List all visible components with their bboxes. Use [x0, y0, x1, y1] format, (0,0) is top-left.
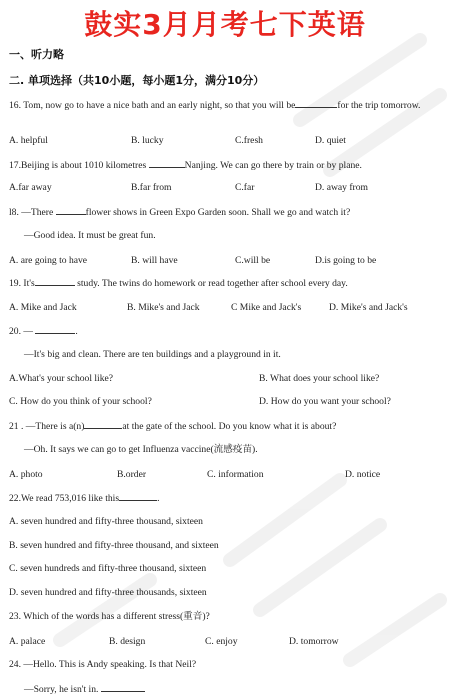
- option-d[interactable]: D. away from: [315, 182, 369, 193]
- option-c[interactable]: C Mike and Jack's: [231, 302, 302, 313]
- option-d[interactable]: D. Mike's and Jack's: [329, 302, 408, 313]
- options-20-ab: [9, 372, 445, 386]
- page-title: 鼓实3月月考七下英语: [84, 8, 366, 41]
- option-b[interactable]: B. design: [109, 636, 146, 647]
- question-stem-end: Nanjing. We can go there by train or by plane.: [184, 160, 362, 171]
- option-a[interactable]: A. seven hundred and fifty-three thousand, sixteen: [9, 516, 203, 527]
- option-b[interactable]: B. What does your school like?: [259, 373, 380, 384]
- question-stem-end: flower shows in Green Expo Garden soon. Shall we go and watch it?: [85, 207, 351, 218]
- dialog-reply: —Sorry, he isn't in.: [24, 684, 99, 695]
- option-c[interactable]: C. enjoy: [205, 636, 238, 647]
- question-21: [9, 419, 441, 434]
- question-stem: l8. —There: [9, 207, 54, 218]
- option-d[interactable]: D. tomorrow: [289, 636, 339, 647]
- option-a[interactable]: A. palace: [9, 636, 46, 647]
- question-stem: 16. Tom, now go to have a nice bath and an early night, so that you will be: [9, 100, 296, 111]
- question-stem: 17.Beijing is about 1010 kilometres: [9, 160, 147, 171]
- answer-blank[interactable]: [84, 419, 122, 429]
- question-20: [9, 324, 441, 339]
- question-stem-end: .: [157, 493, 160, 504]
- option-d[interactable]: D. How do you want your school?: [259, 396, 391, 407]
- option-a-row: [9, 515, 445, 529]
- option-b[interactable]: B.order: [117, 469, 147, 480]
- option-c[interactable]: C.fresh: [235, 135, 263, 146]
- options-19: [9, 301, 445, 315]
- option-a[interactable]: A. Mike and Jack: [9, 302, 77, 313]
- options-17: [9, 181, 445, 195]
- option-d[interactable]: D. seven hundred and fifty-three thousands, sixteen: [9, 587, 207, 598]
- answer-blank[interactable]: [56, 205, 86, 215]
- option-a[interactable]: A. helpful: [9, 135, 48, 146]
- answer-blank[interactable]: [101, 682, 145, 692]
- question-stem-end: study. The twins do homework or read together after school every day.: [77, 278, 348, 289]
- question-16: [9, 98, 441, 113]
- section-single-choice: 二. 单项选择（共10小题，每小题1分，满分10分）: [9, 74, 265, 87]
- option-a[interactable]: A. photo: [9, 469, 43, 480]
- question-22: [9, 491, 441, 506]
- answer-blank[interactable]: [149, 158, 185, 168]
- option-c[interactable]: C. How do you think of your school?: [9, 396, 152, 407]
- option-d-row: [9, 586, 445, 600]
- options-16: [9, 134, 445, 148]
- option-c[interactable]: C.far: [235, 182, 255, 193]
- answer-blank[interactable]: [119, 491, 157, 501]
- option-b[interactable]: B. Mike's and Jack: [127, 302, 200, 313]
- question-24: [9, 658, 441, 672]
- option-b[interactable]: B.far from: [131, 182, 172, 193]
- question-17: [9, 158, 441, 173]
- section-listening: 一、听力略: [9, 48, 64, 61]
- option-c[interactable]: C. seven hundreds and fifty-three thousand, sixteen: [9, 563, 207, 574]
- question-stem-end: for the trip tomorrow.: [337, 100, 421, 111]
- options-21: [9, 468, 445, 482]
- question-stem-end: .: [75, 326, 78, 337]
- option-b[interactable]: B. seven hundred and fifty-three thousand, and sixteen: [9, 540, 219, 551]
- option-d[interactable]: D.is going to be: [315, 255, 377, 266]
- option-a[interactable]: A.far away: [9, 182, 52, 193]
- question-stem: 23. Which of the words has a different stress(重音)?: [9, 611, 210, 622]
- dialog-reply-24: [24, 682, 145, 697]
- option-c[interactable]: C.will be: [235, 255, 271, 266]
- option-b[interactable]: B. will have: [131, 255, 178, 266]
- options-23: [9, 635, 445, 649]
- question-stem: 20. —: [9, 326, 33, 337]
- options-20-cd: [9, 395, 445, 409]
- option-d[interactable]: D. quiet: [315, 135, 346, 146]
- dialog-reply: —Oh. It says we can go to get Influenza vaccine(流感疫苗).: [24, 444, 258, 455]
- option-a[interactable]: A.What's your school like?: [9, 373, 114, 384]
- option-b-row: [9, 539, 445, 553]
- question-stem-end: at the gate of the school. Do you know what it is about?: [122, 421, 337, 432]
- question-stem: 21 . —There is a(n): [9, 421, 85, 432]
- question-23: [9, 610, 441, 624]
- question-19: [9, 276, 441, 291]
- question-stem: 22.We read 753,016 like this: [9, 493, 120, 504]
- dialog-reply: —Good idea. It must be great fun.: [24, 230, 156, 241]
- options-18: [9, 254, 445, 268]
- answer-blank[interactable]: [35, 276, 75, 286]
- question-18: [9, 205, 441, 220]
- dialog-reply: —It's big and clean. There are ten buildings and a playground in it.: [24, 349, 281, 360]
- answer-blank[interactable]: [35, 324, 75, 334]
- option-a[interactable]: A. are going to have: [9, 255, 88, 266]
- option-c-row: [9, 562, 445, 576]
- option-b[interactable]: B. lucky: [131, 135, 164, 146]
- option-d[interactable]: D. notice: [345, 469, 381, 480]
- answer-blank[interactable]: [295, 98, 337, 108]
- question-stem: 19. It's: [9, 278, 35, 289]
- option-c[interactable]: C. information: [207, 469, 264, 480]
- question-stem: 24. —Hello. This is Andy speaking. Is that Neil?: [9, 659, 197, 670]
